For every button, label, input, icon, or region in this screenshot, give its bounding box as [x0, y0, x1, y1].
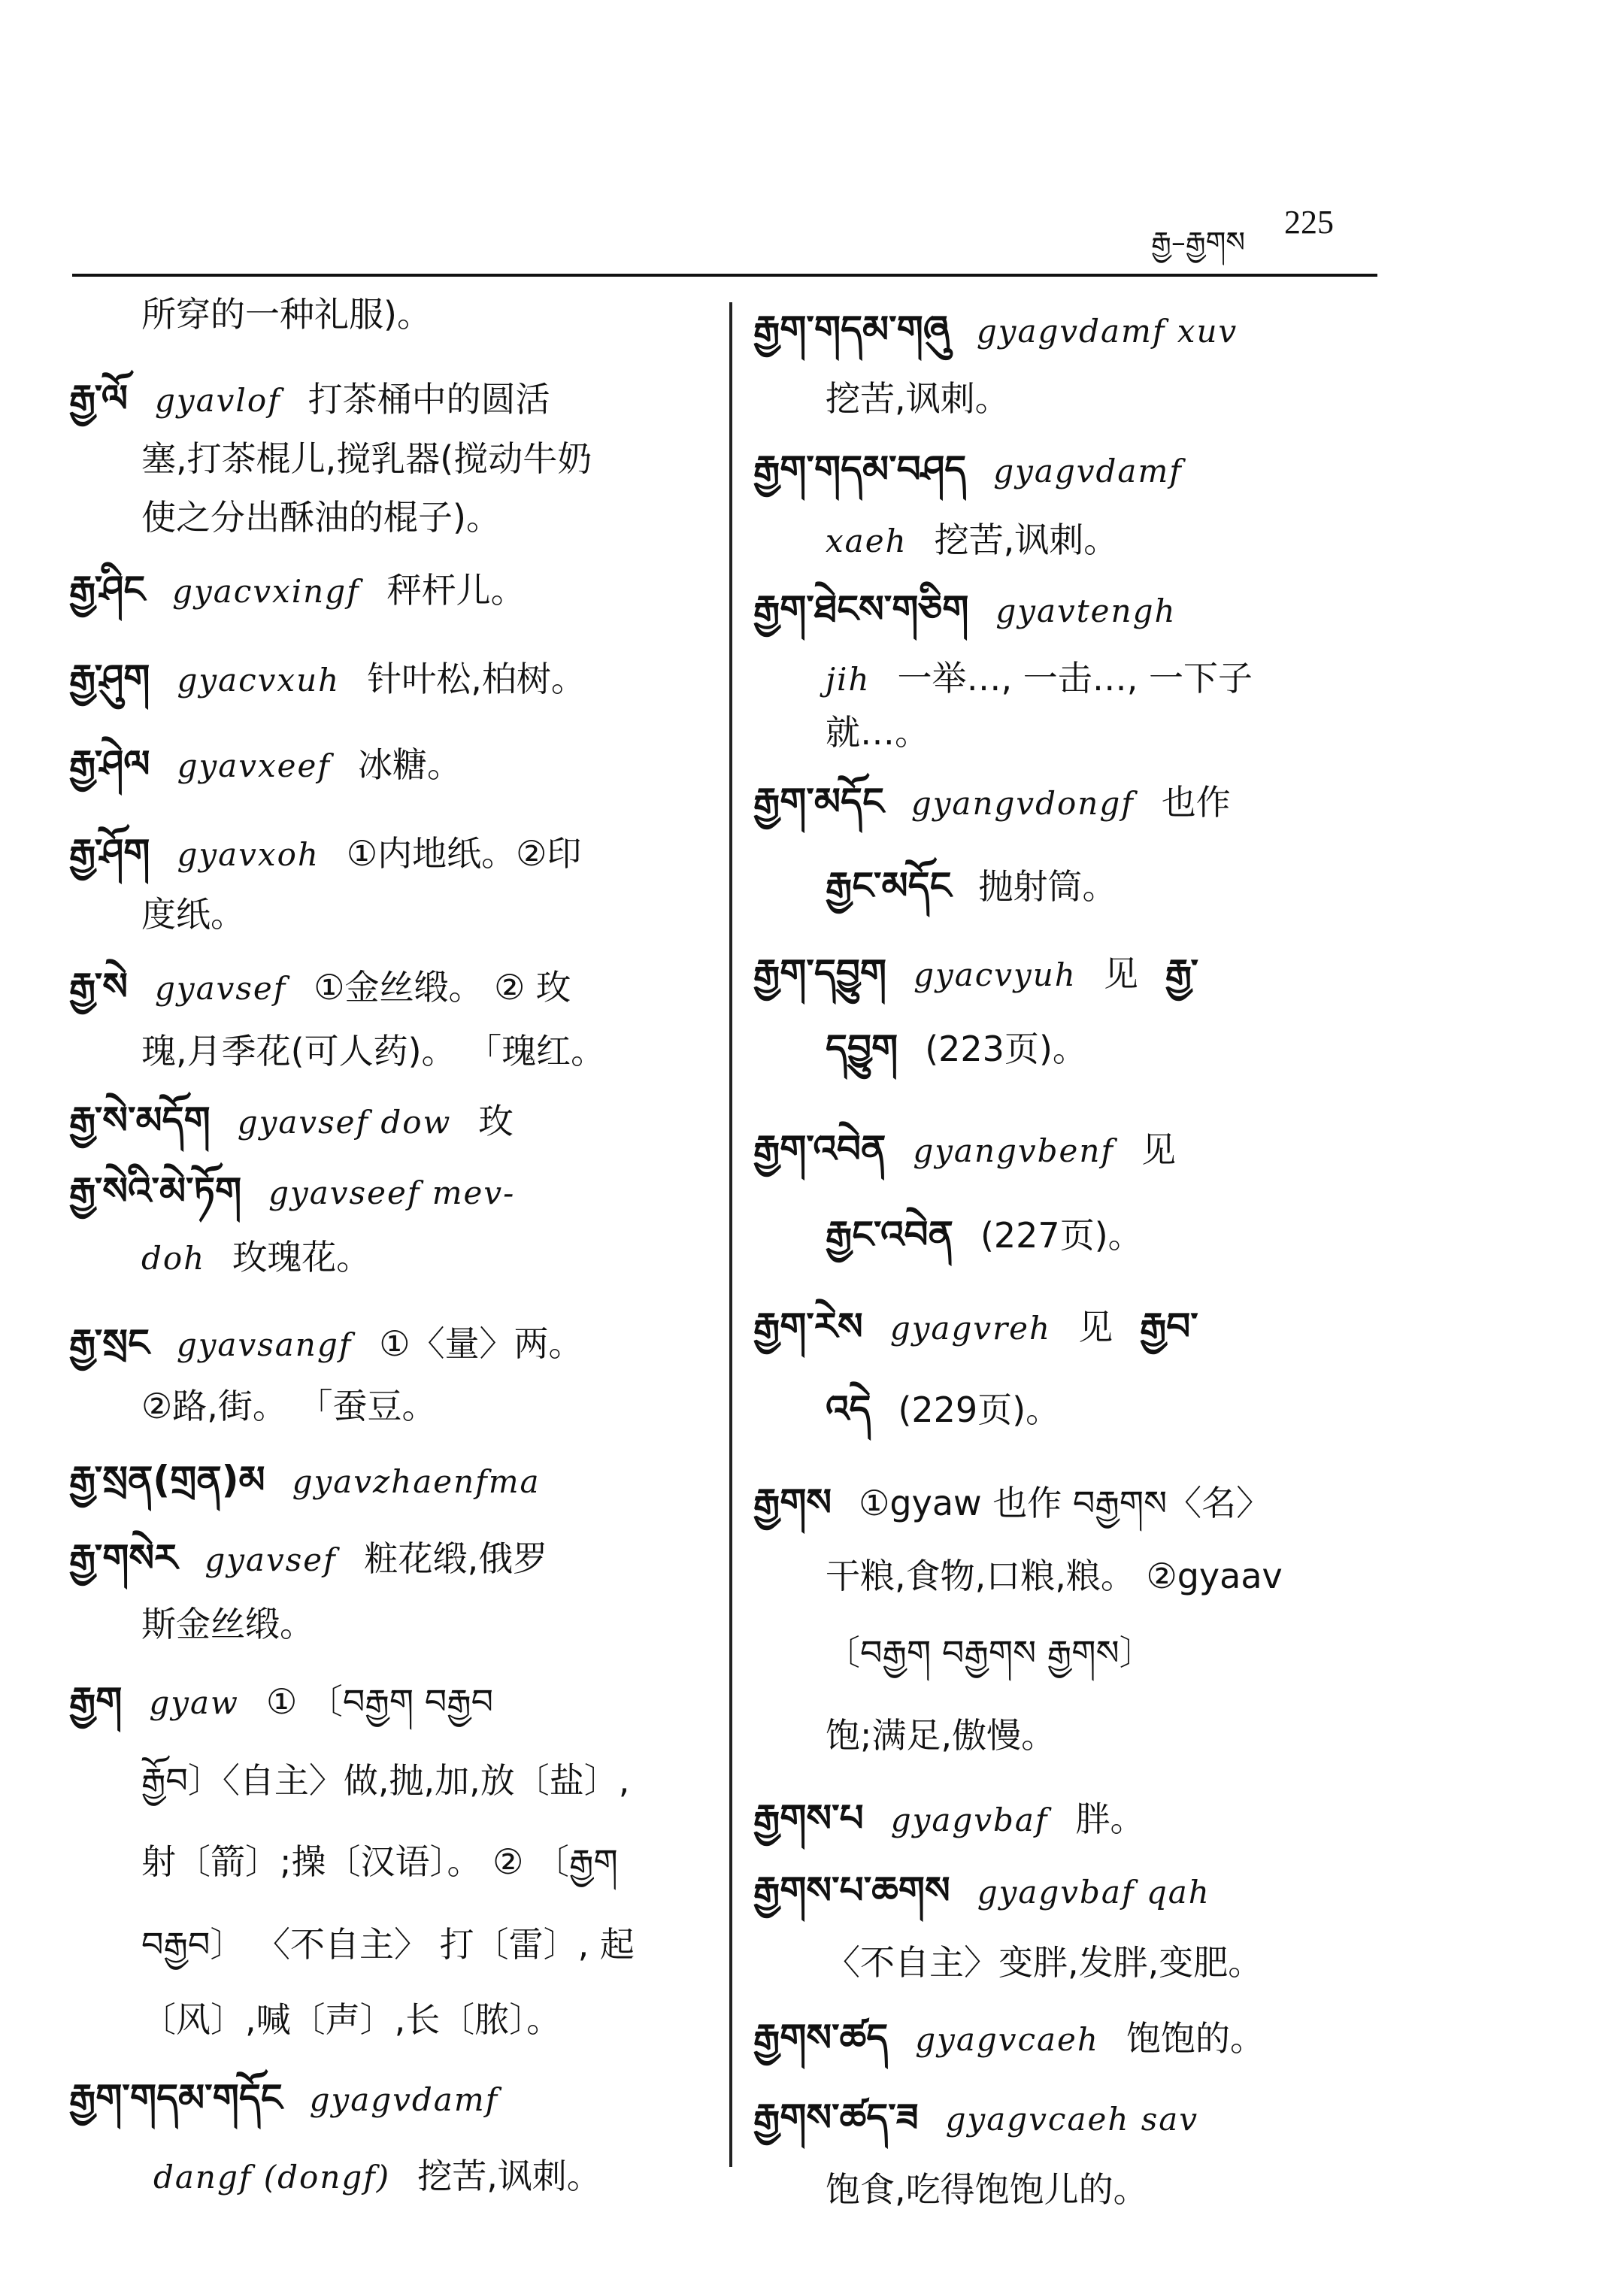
entry-line — [753, 307, 1238, 352]
entry-line — [826, 863, 1116, 908]
chinese-gloss: 一举…, 一击…, 一下子 — [897, 658, 1253, 699]
entry-line — [69, 1168, 515, 1214]
tibetan-headword: རྒྱ་གསེར — [69, 1536, 178, 1580]
romanization: gyagvcaeh sav — [945, 2101, 1199, 2138]
chinese-gloss: 饱;满足,傲慢。 — [826, 1715, 1056, 1756]
romanization: gyangvdongf — [910, 785, 1135, 822]
chinese-gloss: (227页)。 — [980, 1215, 1143, 1256]
entry-line — [69, 1457, 541, 1502]
romanization: gyavsangf — [176, 1326, 353, 1363]
chinese-gloss: 〔བརྒྱག བརྒྱགས རྒྱགས〕 — [826, 1632, 1154, 1673]
chinese-gloss: 就…。 — [826, 712, 929, 753]
romanization: gyaw — [149, 1684, 240, 1721]
entry-line — [141, 1383, 436, 1429]
tibetan-headword: འདེ — [826, 1387, 871, 1431]
tibetan-headword: རྒྱ་སྲན(གྲན)མ — [69, 1458, 265, 1502]
chinese-gloss: 见 — [1078, 1307, 1113, 1347]
romanization: gyagvbaf qah — [977, 1874, 1210, 1911]
tibetan-headword: རྒྱ་ཤུག — [69, 656, 150, 700]
chinese-gloss: 挖苦,讽刺。 — [826, 378, 1010, 419]
entry-line — [753, 1304, 1198, 1349]
entry-line — [69, 1320, 583, 1365]
chinese-gloss: ① 〔བརྒྱག བརྒྱབ — [266, 1681, 494, 1722]
romanization: jih — [826, 661, 871, 698]
column-divider — [729, 302, 732, 2167]
entry-line — [753, 1796, 1144, 1841]
tibetan-headword: རྒྱ་སེའི་མེ་ཏོག — [69, 1169, 242, 1213]
chinese-gloss: (229页)。 — [898, 1390, 1061, 1430]
entry-line — [141, 1997, 561, 2042]
entry-line — [826, 656, 1253, 701]
entry-line — [826, 517, 1118, 562]
romanization: gyavxoh — [177, 836, 320, 873]
chinese-gloss: 塞,打茶棍儿,搅乳器(搅动牛奶 — [141, 438, 592, 479]
chinese-gloss: (223页)。 — [925, 1029, 1087, 1069]
entry-line — [69, 656, 586, 701]
chinese-gloss: 瑰,月季花(可人药)。 「瑰红。 — [141, 1031, 606, 1071]
entry-line — [753, 1480, 1271, 1525]
entry-line — [141, 495, 501, 540]
chinese-gloss: 针叶松,柏树。 — [367, 659, 586, 699]
entry-line — [69, 567, 526, 612]
chinese-gloss: 挖苦,讽刺。 — [417, 2156, 601, 2196]
entry-line — [141, 1758, 629, 1803]
tibetan-headword: རྒྱགས་ཚད་ཟ — [753, 2096, 919, 2139]
tibetan-headword: རྒྱ་སེ — [69, 965, 128, 1008]
chinese-gloss: 使之分出酥油的棍子)。 — [141, 497, 501, 538]
chinese-gloss: 见 — [1141, 1129, 1176, 1170]
chinese-gloss: 饱饱的。 — [1126, 2018, 1265, 2059]
chinese-gloss: ①〈量〉两。 — [379, 1323, 583, 1364]
chinese-gloss: 度纸。 — [141, 894, 245, 935]
chinese-gloss: 也作 — [1161, 782, 1231, 823]
entry-line — [753, 779, 1231, 824]
chinese-gloss: 所穿的一种礼服)。 — [141, 294, 432, 335]
romanization: gyavlof — [155, 382, 281, 419]
entry-line — [826, 1212, 1143, 1257]
tibetan-headword: རྒྱང་འབེན — [826, 1213, 953, 1256]
entry-line — [69, 1098, 514, 1143]
entry-line — [69, 1678, 493, 1723]
chinese-gloss: 射〔箭〕;操〔汉语〕。 ② 〔རྒྱག — [141, 1841, 618, 1882]
chinese-gloss: ①gyaw 也作 བརྒྱགས〈名〉 — [859, 1483, 1271, 1523]
tibetan-headword: རྒྱང་མདོང — [826, 864, 952, 908]
tibetan-headword: རྒྱ་ཤེལ — [69, 742, 150, 786]
entry-line — [141, 1922, 635, 1967]
romanization: gyavsef — [154, 970, 287, 1007]
romanization: gyacvxuh — [177, 662, 341, 699]
tibetan-headword: རྒྱ་སྲང — [69, 1321, 150, 1365]
entry-line — [826, 1553, 1283, 1599]
romanization: gyangvbenf — [913, 1132, 1114, 1169]
entry-line — [153, 2153, 601, 2199]
tibetan-headword: རྒྱགས — [753, 1480, 832, 1524]
chinese-gloss: 胖。 — [1075, 1799, 1145, 1839]
romanization: gyavzhaenfma — [292, 1463, 541, 1500]
entry-line — [69, 741, 462, 786]
entry-line — [141, 1029, 605, 1074]
chinese-gloss: 干粮,食物,口粮,粮。 ②gyaav — [826, 1556, 1283, 1596]
romanization: gyavsef — [205, 1541, 337, 1578]
chinese-gloss: 玫 — [478, 1101, 514, 1141]
entry-line — [826, 1940, 1262, 1985]
entry-line — [826, 710, 929, 755]
entry-line — [141, 1839, 618, 1884]
chinese-gloss: 饱食,吃得饱饱儿的。 — [826, 2169, 1148, 2210]
tibetan-headword: རྒྱག་དབྱུག — [753, 951, 887, 995]
romanization: dangf (dongf) — [153, 2159, 391, 2196]
chinese-gloss: 斯金丝缎。 — [141, 1604, 314, 1644]
entry-line — [141, 436, 592, 481]
romanization: gyagvbaf — [890, 1802, 1049, 1838]
page-number: 225 — [1284, 204, 1334, 241]
entry-line — [753, 2015, 1265, 2060]
tibetan-headword: རྒྱགས་པ་ཆགས — [753, 1868, 950, 1912]
tibetan-headword: རྒྱག་ཐེངས་གཅིག — [753, 587, 969, 631]
tibetan-headword: རྒྱ་ཤོག — [69, 831, 150, 874]
chinese-gloss: རྒྱོབ〕〈自主〉做,抛,加,放〔盐〕, — [141, 1760, 630, 1801]
header-rule — [72, 274, 1377, 277]
tibetan-headword: རྒྱ་ — [1165, 951, 1199, 995]
romanization: gyacvxingf — [172, 573, 360, 610]
entry-line — [753, 950, 1198, 996]
tibetan-headword: རྒྱ་སེ་མདོག — [69, 1099, 211, 1142]
romanization: gyagvreh — [889, 1310, 1052, 1347]
entry-line — [753, 447, 1183, 492]
tibetan-headword: རྒྱག་མདོང — [753, 780, 884, 823]
entry-line — [826, 1630, 1154, 1675]
tibetan-headword: རྒྱག་རེས — [753, 1305, 863, 1348]
chinese-gloss: 挖苦,讽刺。 — [934, 520, 1119, 560]
chinese-gloss: ①金丝缎。 ② 玫 — [314, 967, 571, 1008]
entry-line — [753, 1126, 1176, 1171]
tibetan-headword: རྒྱག་འབེན — [753, 1127, 886, 1171]
romanization: gyagvdamf — [309, 2081, 499, 2118]
tibetan-headword: རྒྱག་གདམ་གདོང — [69, 2076, 283, 2120]
entry-line — [69, 376, 550, 421]
header-tibetan-range: རྒྱ–རྒྱགས — [1151, 226, 1245, 259]
tibetan-headword: རྒྱགས་ཚད — [753, 2016, 889, 2059]
entry-line — [753, 586, 1177, 632]
chinese-gloss: བརྒྱབ〕 〈不自主〉 打〔雷〕, 起 — [141, 1924, 635, 1965]
entry-line — [826, 1386, 1060, 1432]
tibetan-headword: རྒྱ་ལོ — [69, 377, 128, 420]
chinese-gloss: 〔风〕,喊〔声〕,长〔脓〕。 — [141, 1999, 562, 2040]
chinese-gloss: 玫瑰花。 — [232, 1237, 371, 1277]
romanization: gyagvcaeh — [915, 2021, 1099, 2058]
chinese-gloss: 冰糖。 — [357, 744, 462, 785]
tibetan-headword: རྒྱ་ཤིང — [69, 568, 146, 611]
tibetan-headword: རྒྱབ་ — [1140, 1305, 1198, 1348]
chinese-gloss: ①内地纸。②印 — [346, 833, 582, 874]
romanization: gyavsef dow — [237, 1104, 452, 1141]
chinese-gloss: 见 — [1103, 953, 1138, 994]
entry-line — [69, 964, 571, 1009]
chinese-gloss: 秤杆儿。 — [386, 570, 526, 611]
tibetan-headword: རྒྱག་གདམ་བཤད — [753, 447, 967, 491]
romanization: gyacvyuh — [914, 956, 1077, 993]
romanization: gyavxeef — [177, 747, 331, 784]
romanization: doh — [141, 1240, 206, 1277]
entry-line — [141, 892, 245, 937]
entry-line — [826, 1713, 1056, 1758]
running-header — [72, 203, 1380, 263]
tibetan-headword: རྒྱགས་པ — [753, 1796, 864, 1840]
entry-line — [141, 1235, 371, 1280]
romanization: gyavtengh — [995, 592, 1177, 629]
entry-line — [753, 2095, 1198, 2140]
entry-line — [826, 2167, 1148, 2212]
entry-line — [141, 292, 432, 337]
entry-line — [753, 1868, 1210, 1913]
chinese-gloss: 〈不自主〉变胖,发胖,变肥。 — [826, 1942, 1263, 1983]
chinese-gloss: 粧花缎,俄罗 — [363, 1538, 548, 1579]
entry-line — [69, 830, 581, 875]
tibetan-headword: རྒྱག་གདམ་གཞུ — [753, 308, 950, 351]
tibetan-headword: རྒྱག — [69, 1679, 123, 1723]
entry-line — [826, 1026, 1087, 1071]
entry-line — [69, 2075, 498, 2120]
romanization: gyavseef mev- — [268, 1174, 516, 1211]
tibetan-headword: དབྱུག — [826, 1026, 898, 1070]
entry-line — [826, 376, 1010, 421]
romanization: gyagvdamf — [993, 453, 1183, 489]
entry-line — [141, 1602, 314, 1647]
chinese-gloss: ②路,街。 「蚕豆。 — [141, 1386, 437, 1426]
chinese-gloss: 抛射筒。 — [978, 866, 1117, 907]
romanization: gyagvdamf xuv — [976, 313, 1238, 350]
romanization: xaeh — [826, 523, 907, 559]
chinese-gloss: 打茶桶中的圆活 — [308, 379, 550, 420]
entry-line — [69, 1535, 547, 1580]
